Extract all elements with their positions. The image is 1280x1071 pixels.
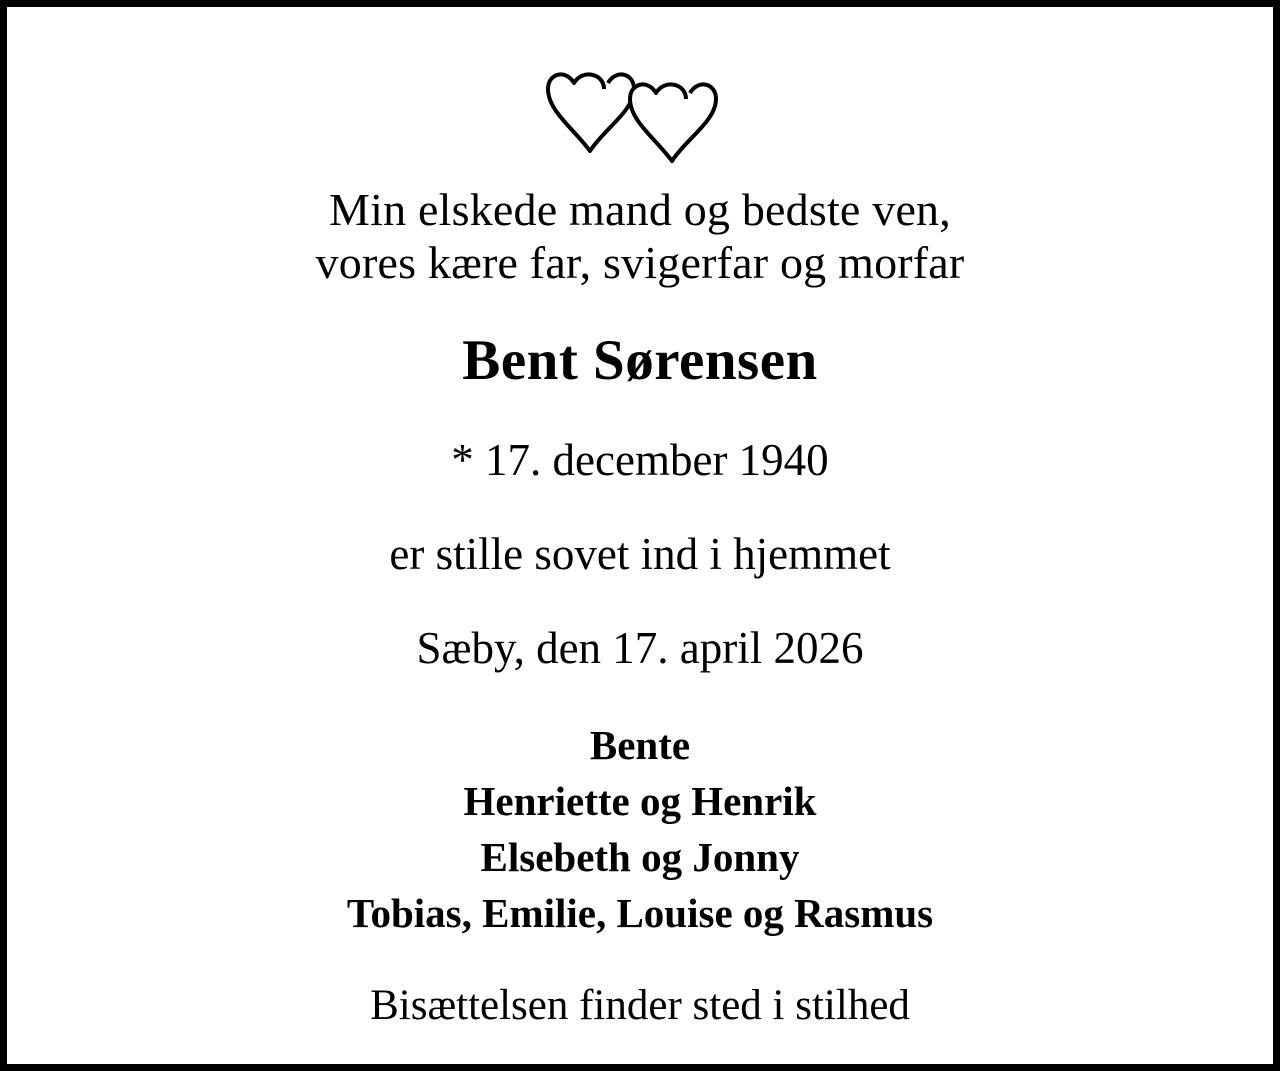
list-item: Elsebeth og Jonny [480, 833, 800, 880]
place-and-date: Sæby, den 17. april 2026 [416, 623, 864, 674]
list-item: Henriette og Henrik [463, 778, 817, 825]
intro-line-1: Min elskede mand og bedste ven, [329, 184, 951, 235]
list-item: Bente [589, 722, 691, 769]
survivors-list [347, 718, 933, 941]
birth-date: * 17. december 1940 [451, 434, 829, 485]
closing-text: Bisættelsen finder sted i stilhed [370, 982, 910, 1030]
double-hearts-icon [540, 55, 740, 165]
intro-line-2: vores kære far, svigerfar og morfar [315, 237, 965, 289]
intro-text [316, 183, 965, 290]
list-item: Tobias, Emilie, Louise og Rasmus [346, 889, 934, 936]
passing-text: er stille sovet ind i hjemmet [389, 529, 891, 580]
deceased-name: Bent Sørensen [462, 328, 818, 392]
